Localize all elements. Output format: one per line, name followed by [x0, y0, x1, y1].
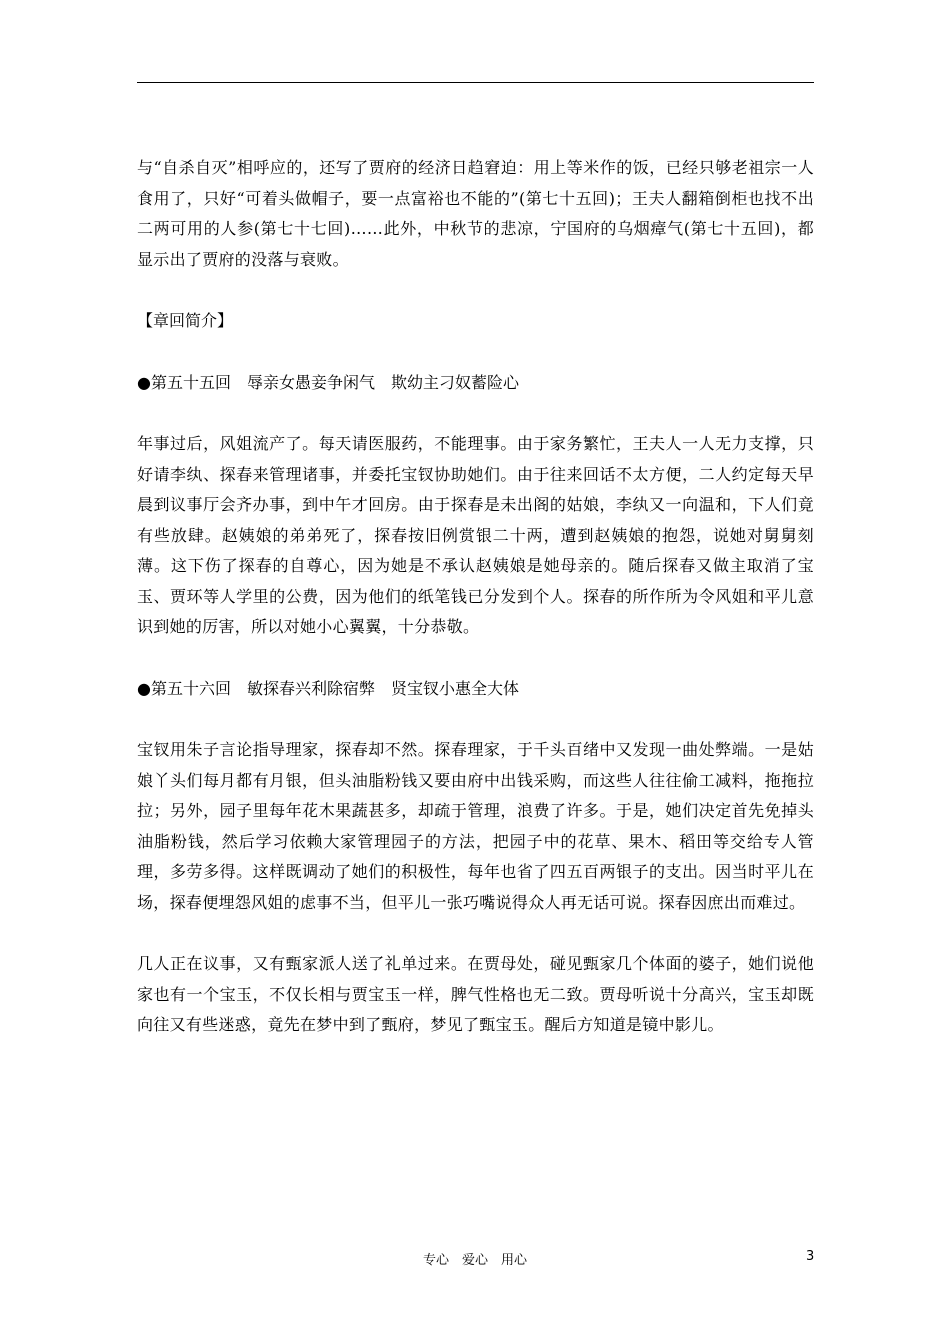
- chapter-heading-55: ●第五十五回 辱亲女愚妾争闲气 欺幼主刁奴蓄险心: [137, 372, 519, 392]
- chapter-56-paragraph-1: 宝钗用朱子言论指导理家，探春却不然。探春理家，于千头百绪中又发现一曲处弊端。一是姑娘丫头们每月都有月银，但头油脂粉钱又要由府中出钱采购，而这些人往往偷工减料，拖拖拉拉；另外，园子里每年花木果蔬甚多，却疏于管理，浪费了许多。于是，她们决定首先免掉头油脂粉钱，然后学习依赖大家管理园子的方法，把园子中的花草、果木、稻田等交给专人管理，多劳多得。这样既调动了她们的积极性，每年也省了四五百两银子的支出。因当时平儿在场，探春便埋怨风姐的虑事不当，但平儿一张巧嘴说得众人再无话可说。探春因庶出而难过。: [137, 740, 814, 912]
- footer-slogan: 专心 爱心 用心: [422, 1253, 527, 1268]
- chapter-55-paragraph: 年事过后，风姐流产了。每天请医服药，不能理事。由于家务繁忙，王夫人一人无力支撑，只好请李纨、探春来管理诸事，并委托宝钗协助她们。由于往来回话不太方便，二人约定每天早晨到议事厅会齐办事，到中午才回房。由于探春是未出阁的姑娘，李纨又一向温和，下人们竟有些放肆。赵姨娘的弟弟死了，探春按旧例赏银二十两，遭到赵姨娘的抱怨，说她对舅舅刻薄。这下伤了探春的自尊心，因为她是不承认赵姨娘是她母亲的。随后探春又做主取消了宝玉、贾环等人学里的公费，因为他们的纸笔钱已分发到个人。探春的所作所为令风姐和平儿意识到她的厉害，所以对她小心翼翼，十分恭敬。: [137, 434, 814, 636]
- intro-paragraph: 与“自杀自灭”相呼应的，还写了贾府的经济日趋窘迫：用上等米作的饭，已经只够老祖宗一人食用了，只好“可着头做帽子，要一点富裕也不能的”(第七十五回)；王夫人翻箱倒柜也找不出二两可用的人参(第七十七回)……此外，中秋节的悲凉，宁国府的乌烟瘴气(第七十五回)，都显示出了贾府的没落与衰败。: [137, 158, 814, 269]
- header-rule: [137, 82, 814, 83]
- chapter-56-paragraph-2: 几人正在议事，又有甄家派人送了礼单过来。在贾母处，碰见甄家几个体面的婆子，她们说他家也有一个宝玉，不仅长相与贾宝玉一样，脾气性格也无二致。贾母听说十分高兴，宝玉却既向往又有些迷惑，竟先在梦中到了甄府，梦见了甄宝玉。醒后方知道是镜中影儿。: [137, 954, 814, 1034]
- page-number: 3: [806, 1249, 815, 1264]
- page-content: [137, 153, 814, 1041]
- section-heading-chapter-summary: 【章回简介】: [137, 311, 234, 330]
- chapter-heading-56: ●第五十六回 敏探春兴利除宿弊 贤宝钗小惠全大体: [137, 678, 519, 698]
